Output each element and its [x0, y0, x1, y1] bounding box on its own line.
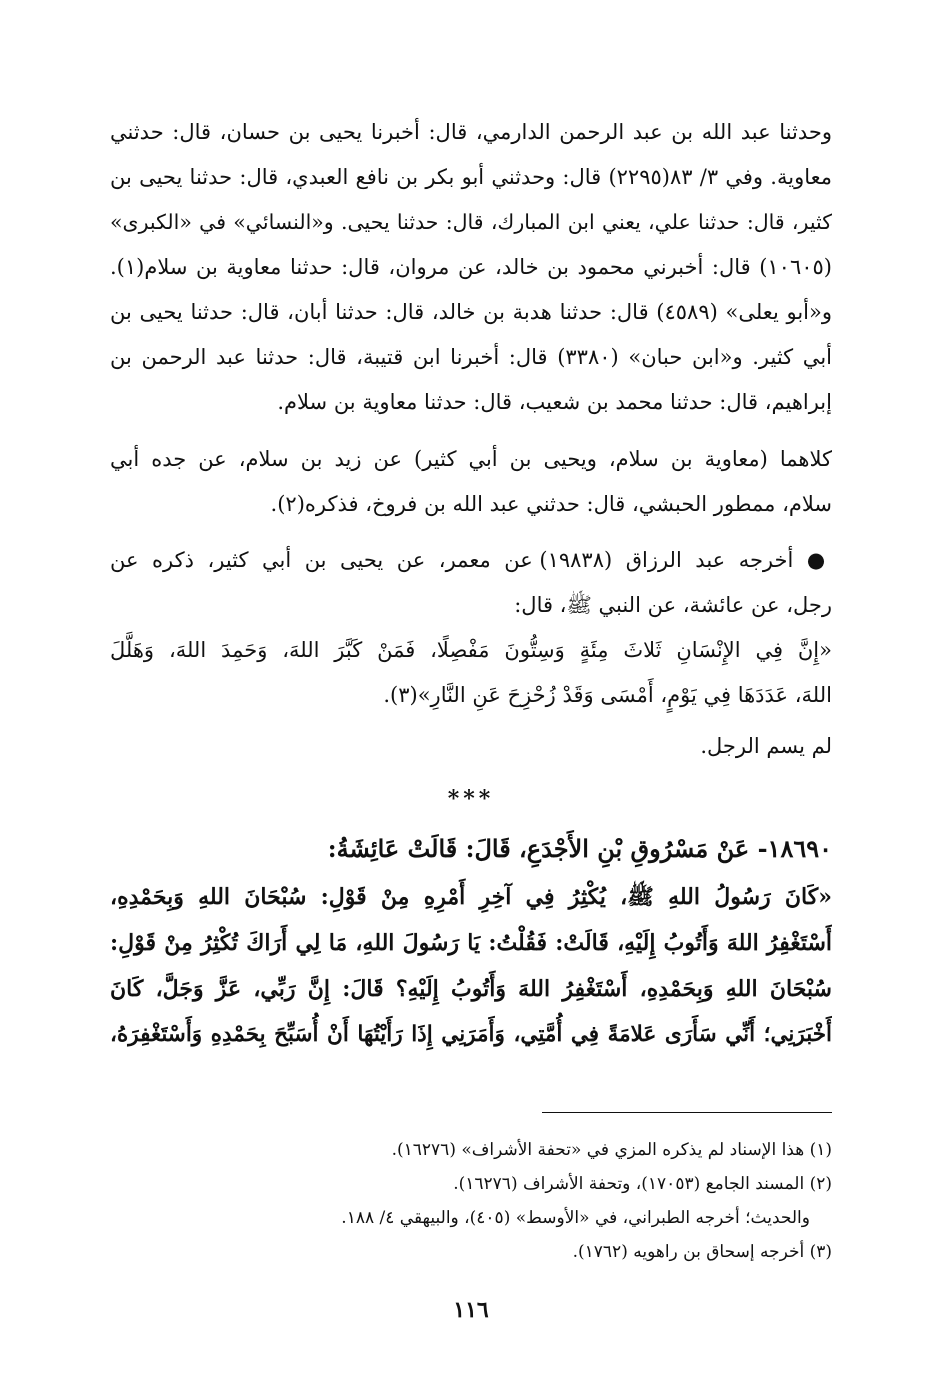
text-line: كثير، قال: حدثنا علي، يعني ابن المبارك، قال: حدثنا يحيى. و«النسائي» في «الكبرى»: [110, 210, 832, 234]
footnote: والحديث؛ أخرجه الطبراني، في «الأوسط» (٤٠٥)، والبيهقي ٤/ ١٨٨.: [341, 1208, 810, 1228]
footnote: (٢) المسند الجامع (١٧٠٥٣)، وتحفة الأشراف (١٦٢٧٦).: [453, 1174, 832, 1194]
note-paragraph: [110, 724, 832, 769]
footnotes: [110, 1133, 832, 1269]
text-line: لم يسم الرجل.: [700, 734, 832, 758]
hadith-heading: [110, 826, 832, 871]
text-line: إبراهيم، قال: حدثنا محمد بن شعيب، قال: حدثنا معاوية بن سلام.: [277, 390, 832, 414]
footnote-divider: [542, 1112, 832, 1113]
text-line: معاوية. وفي ٣/ ٨٣(٢٢٩٥) قال: وحدثني أبو بكر بن نافع العبدي، قال: حدثنا يحيى بن: [110, 165, 832, 189]
text-line: سُبْحَانَ اللهِ وَبِحَمْدِهِ، أَسْتَغْفِرُ اللهَ وَأَتُوبُ إِلَيْهِ؟ قَالَ: إِنَّ رَبِّي، عَزَّ وَجَلَّ، كَانَ: [110, 976, 832, 1002]
hadith-text: [110, 874, 832, 1058]
text-line: رجل، عن عائشة، عن النبي ﷺ، قال:: [514, 593, 832, 617]
footnote: (١) هذا الإسناد لم يذكره المزي في «تحفة الأشراف» (١٦٢٧٦).: [391, 1140, 832, 1160]
text-line: «كَانَ رَسُولُ اللهِ ﷺ، يُكْثِرُ فِي آخِرِ أَمْرِهِ مِنْ قَوْلِ: سُبْحَانَ اللهِ وَبِحَمْدِهِ،: [110, 884, 832, 910]
text-line: كلاهما (معاوية بن سلام، ويحيى بن أبي كثير) عن زيد بن سلام، عن جده أبي: [110, 447, 832, 471]
text-line: «إِنَّ فِي الإِنْسَانِ ثَلاثَ مِئَةٍ وَسِتُّونَ مَفْصِلًا، فَمَنْ كَبَّرَ اللهَ، وَحَمِدَ اللهَ، وَهَلَّلَ: [110, 638, 832, 662]
text-line: أبي كثير. و«ابن حبان» (٣٣٨٠) قال: أخبرنا ابن قتيبة، قال: حدثنا عبد الرحمن بن: [110, 345, 832, 369]
page-number: ١١٦: [453, 1297, 489, 1323]
text-line: اللهَ، عَدَدَهَا فِي يَوْمٍ، أَمْسَى وَقَدْ زُحْزِحَ عَنِ النَّارِ»(٣).: [383, 683, 832, 707]
text-line: (١٠٦٠٥) قال: أخبرني محمود بن خالد، عن مروان، قال: حدثنا معاوية بن سلام(١).: [110, 255, 832, 279]
text-line: أَخْبَرَنِي؛ أَنِّي سَأَرَى عَلامَةً فِي أُمَّتِي، وَأَمَرَنِي إِذَا رَأَيْتُهَا أَنْ أُسَبِّحَ بِحَمْدِهِ وَأَسْتَغْفِرَهُ،: [110, 1022, 832, 1047]
section-separator: ***: [447, 786, 495, 812]
text-line: و«أبو يعلى» (٤٥٨٩) قال: حدثنا هدبة بن خالد، قال: حدثنا أبان، قال: حدثنا يحيى بن: [110, 300, 832, 324]
takhrij-paragraph: [110, 538, 832, 628]
text-line: ● أخرجه عبد الرزاق (١٩٨٣٨) عن معمر، عن يحيى بن أبي كثير، ذكره عن: [110, 548, 832, 572]
text-line: وحدثنا عبد الله بن عبد الرحمن الدارمي، قال: أخبرنا يحيى بن حسان، قال: حدثني: [110, 120, 832, 144]
hadith-number-heading: ١٨٦٩٠- عَنْ مَسْرُوقِ بْنِ الأَجْدَعِ، قَالَ: قَالَتْ عَائِشَةُ:: [327, 834, 832, 863]
text-line: أَسْتَغْفِرُ اللهَ وَأَتُوبُ إِلَيْهِ، قَالَتْ: فَقُلْتُ: يَا رَسُولَ اللهِ، مَا لِي أَرَاكَ تُكْثِرُ مِنْ قَوْلِ:: [110, 930, 832, 956]
isnad-paragraph: [110, 110, 832, 425]
footnote: (٣) أخرجه إسحاق بن راهويه (١٧٦٢).: [572, 1242, 832, 1262]
quoted-hadith-paragraph: [110, 628, 832, 718]
text-line: سلام، ممطور الحبشي، قال: حدثني عبد الله بن فروخ، فذكره(٢).: [270, 492, 832, 516]
chain-paragraph: [110, 437, 832, 527]
